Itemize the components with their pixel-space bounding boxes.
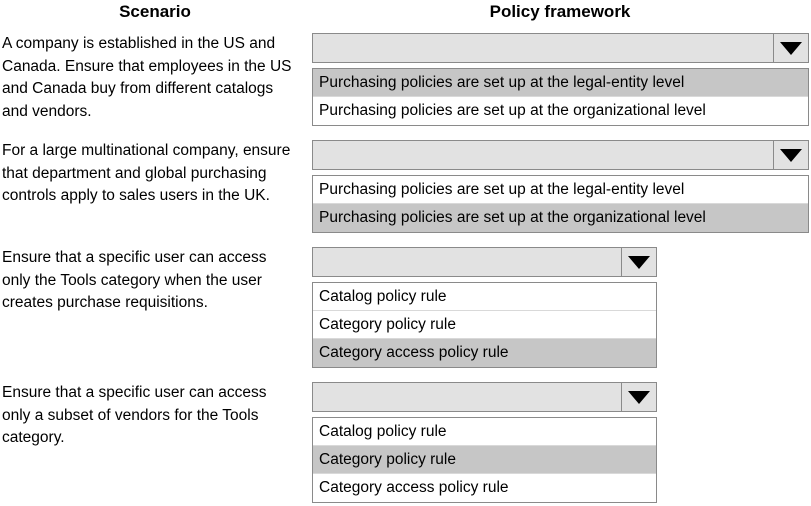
header-policy-framework: Policy framework [489, 2, 631, 21]
dropdown-option[interactable]: Purchasing policies are set up at the organizational level [313, 97, 808, 125]
chevron-down-icon [780, 42, 802, 55]
dropdown-arrow-3[interactable] [621, 248, 656, 276]
dropdown-closed-1[interactable] [312, 33, 809, 63]
dropdown-options-4 [312, 417, 657, 503]
dropdown-option[interactable]: Catalog policy rule [313, 418, 656, 446]
table-row [0, 247, 811, 368]
scenario-text: For a large multinational company, ensure that department and global purchasing controls apply to sales users in the UK. [2, 142, 291, 204]
policy-dropdown-group [310, 33, 810, 126]
dropdown-option[interactable]: Category policy rule [313, 311, 656, 339]
dropdown-closed-3[interactable] [312, 247, 657, 277]
scenario-text: Ensure that a specific user can access only a subset of vendors for the Tools category. [2, 384, 267, 446]
dropdown-option[interactable]: Purchasing policies are set up at the legal-entity level [313, 176, 808, 204]
chevron-down-icon [780, 149, 802, 162]
dropdown-arrow-1[interactable] [773, 34, 808, 62]
chevron-down-icon [628, 256, 650, 269]
table-row [0, 140, 811, 233]
dropdown-options-1 [312, 68, 809, 126]
dropdown-option[interactable]: Catalog policy rule [313, 283, 656, 311]
dropdown-options-3 [312, 282, 657, 368]
policy-dropdown-group [310, 247, 810, 368]
table-row [0, 382, 811, 503]
dropdown-option[interactable]: Purchasing policies are set up at the legal-entity level [313, 69, 808, 97]
column-headers [0, 0, 811, 23]
dropdown-closed-2[interactable] [312, 140, 809, 170]
dropdown-option[interactable]: Category access policy rule [313, 474, 656, 502]
scenario-text: A company is established in the US and Canada. Ensure that employees in the US and Canada buy from different catalogs and vendors. [2, 35, 292, 120]
policy-dropdown-group [310, 382, 810, 503]
dropdown-options-2 [312, 175, 809, 233]
header-scenario: Scenario [119, 2, 191, 21]
chevron-down-icon [628, 391, 650, 404]
dropdown-closed-4[interactable] [312, 382, 657, 412]
dropdown-option[interactable]: Category access policy rule [313, 339, 656, 367]
policy-dropdown-group [310, 140, 810, 233]
dropdown-option[interactable]: Category policy rule [313, 446, 656, 474]
scenario-text: Ensure that a specific user can access only the Tools category when the user creates purchase requisitions. [2, 249, 267, 311]
dropdown-arrow-2[interactable] [773, 141, 808, 169]
dropdown-arrow-4[interactable] [621, 383, 656, 411]
dropdown-option[interactable]: Purchasing policies are set up at the organizational level [313, 204, 808, 232]
table-row [0, 33, 811, 126]
